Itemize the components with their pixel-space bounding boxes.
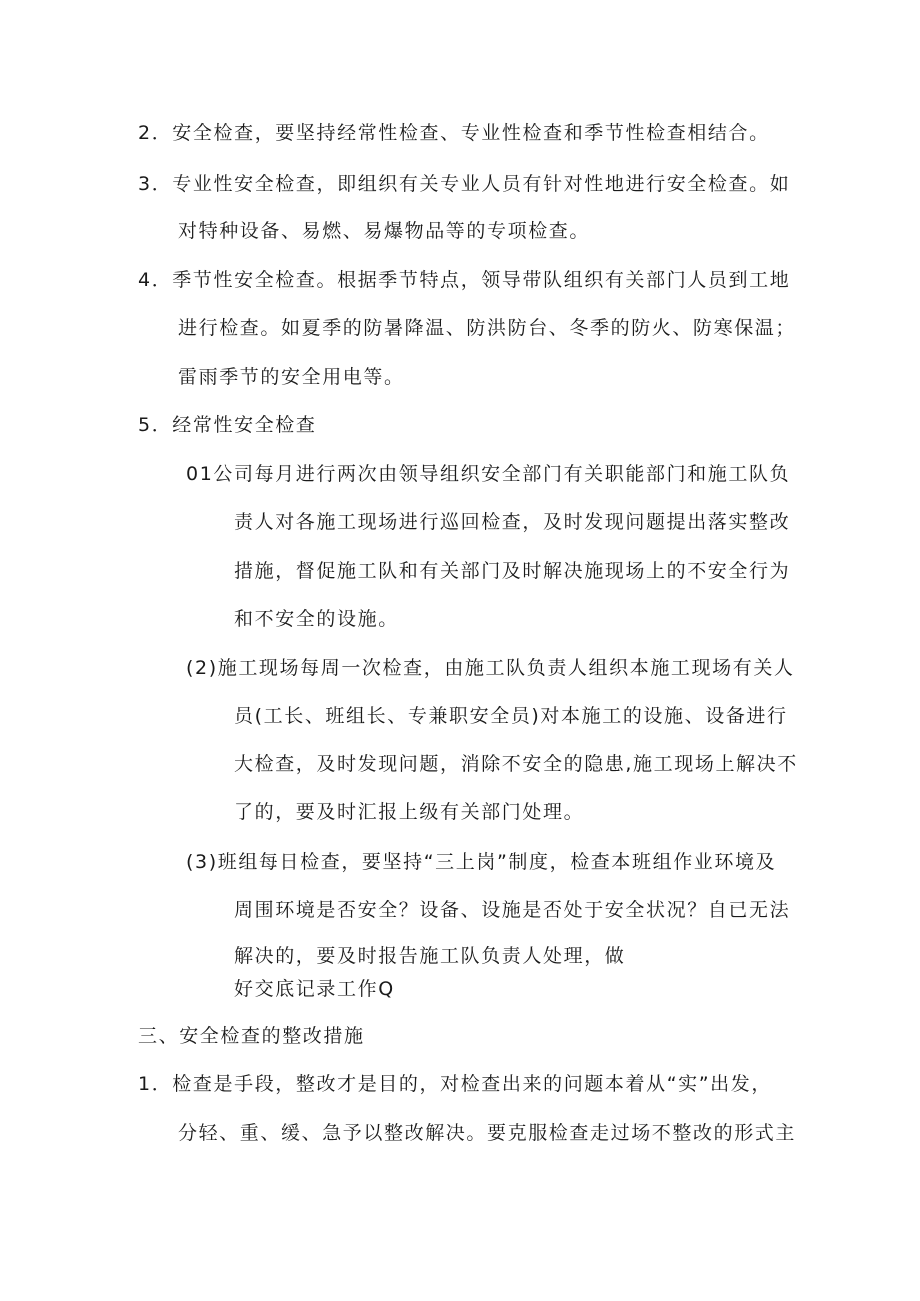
text-line: 分轻、重、缓、急予以整改解决。要克服检查走过场不整改的形式主 [178, 1122, 797, 1144]
text-line: 大检查，及时发现问题，消除不安全的隐患,施工现场上解决不 [234, 753, 798, 775]
text-line: 好交底记录工作Q [234, 978, 395, 1000]
text-line: 和不安全的设施。 [234, 608, 399, 630]
section-heading: 三、安全检查的整改措施 [138, 1025, 365, 1047]
text-line: 3．专业性安全检查，即组织有关专业人员有针对性地进行安全检查。如 [138, 173, 791, 195]
text-line: 2．安全检查，要坚持经常性检查、专业性检查和季节性检查相结合。 [138, 122, 770, 144]
text-line: 了的，要及时汇报上级有关部门处理。 [234, 801, 585, 823]
text-line: 责人对各施工现场进行巡回检查，及时发现问题提出落实整改 [234, 511, 791, 533]
text-line: 1．检查是手段，整改才是目的，对检查出来的问题本着从“实”出发， [138, 1073, 772, 1095]
text-line: (2)施工现场每周一次检查，由施工队负责人组织本施工现场有关人 [186, 657, 795, 679]
text-line: 员(工长、班组长、专兼职安全员)对本施工的设施、设备进行 [234, 705, 788, 727]
text-line: 解决的，要及时报告施工队负责人处理，做 [234, 945, 626, 967]
text-line: (3)班组每日检查，要坚持“三上岗”制度，检查本班组作业环境及 [186, 851, 777, 873]
text-line: 4．季节性安全检查。根据季节特点，领导带队组织有关部门人员到工地 [138, 269, 791, 291]
text-line: 对特种设备、易燃、易爆物品等的专项检查。 [178, 220, 591, 242]
text-line: 周围环境是否安全？设备、设施是否处于安全状况？自已无法 [234, 899, 791, 921]
text-line: 5．经常性安全检查 [138, 414, 317, 436]
text-line: 措施，督促施工队和有关部门及时解决施现场上的不安全行为 [234, 560, 791, 582]
text-line: 01公司每月进行两次由领导组织安全部门有关职能部门和施工队负 [186, 463, 791, 485]
text-line: 雷雨季节的安全用电等。 [178, 366, 405, 388]
text-line: 进行检查。如夏季的防暑降温、防洪防台、冬季的防火、防寒保温； [178, 317, 797, 339]
